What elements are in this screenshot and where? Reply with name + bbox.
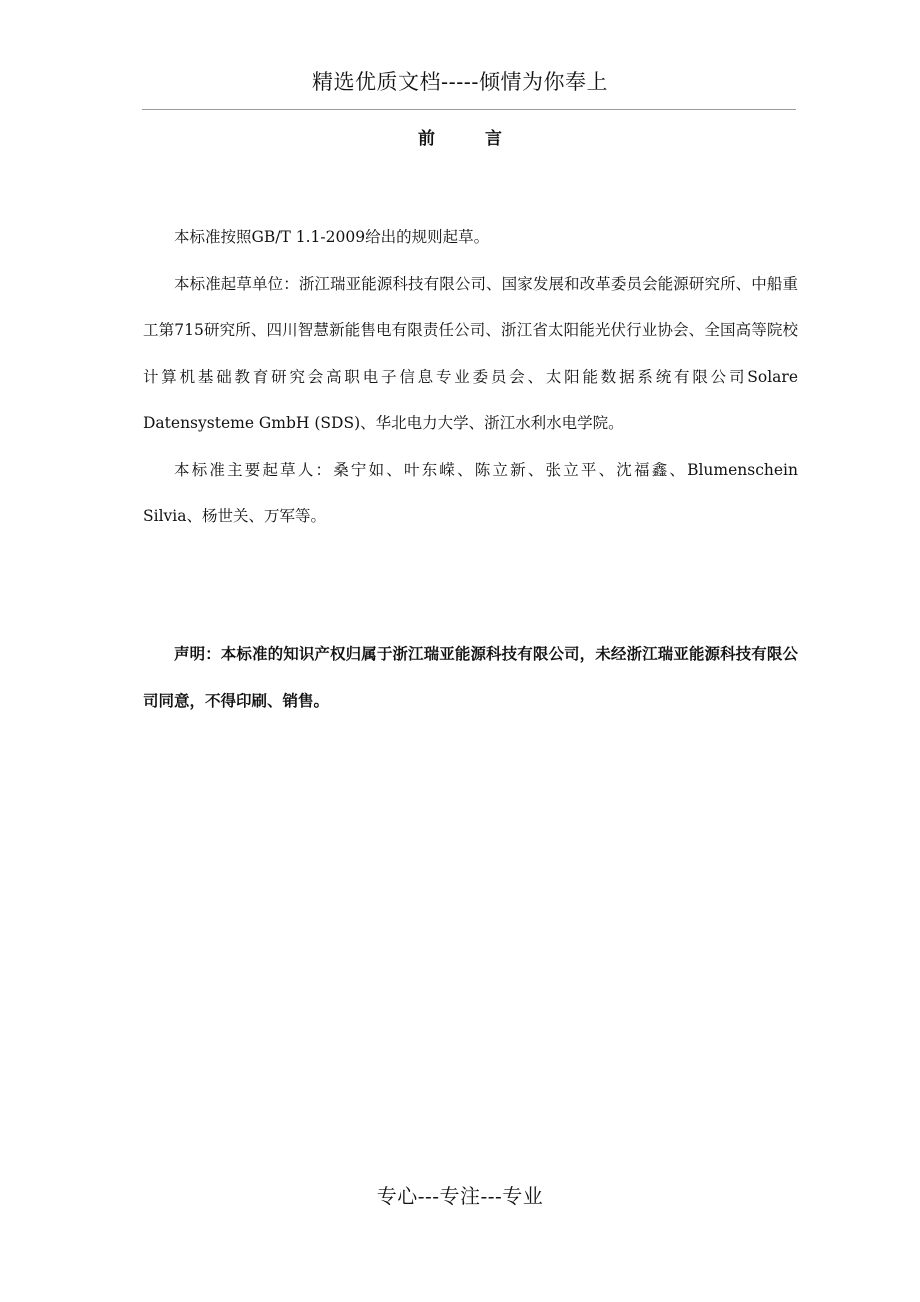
notice-text: 声明：本标准的知识产权归属于浙江瑞亚能源科技有限公司，未经浙江瑞亚能源科技有限公司同意，不得印刷、销售。 bbox=[143, 645, 798, 710]
paragraph-drafting-rules: 本标准按照GB/T 1.1-2009给出的规则起草。 bbox=[174, 228, 490, 246]
paragraph-main-drafters: 本标准主要起草人：桑宁如、叶东嵘、陈立新、张立平、沈福鑫、Blumenschein Silvia、杨世关、万军等。 bbox=[143, 460, 798, 525]
page-header: 精选优质文档-----倾情为你奉上 bbox=[312, 70, 608, 94]
page-footer: 专心---专注---专业 bbox=[376, 1184, 544, 1208]
paragraph-drafting-units: 本标准起草单位：浙江瑞亚能源科技有限公司、国家发展和改革委员会能源研究所、中船重工第715研究所、四川智慧新能售电有限责任公司、浙江省太阳能光伏行业协会、全国高等院校计算机基础教育研究会高职电子信息专业委员会、太阳能数据系统有限公司Solare Datensysteme GmbH (SDS)、华北电力大学、浙江水利水电学院。 bbox=[143, 274, 798, 432]
document-body bbox=[143, 214, 798, 540]
header-divider bbox=[142, 109, 796, 110]
copyright-notice bbox=[143, 631, 798, 724]
section-title: 前 言 bbox=[418, 129, 524, 149]
